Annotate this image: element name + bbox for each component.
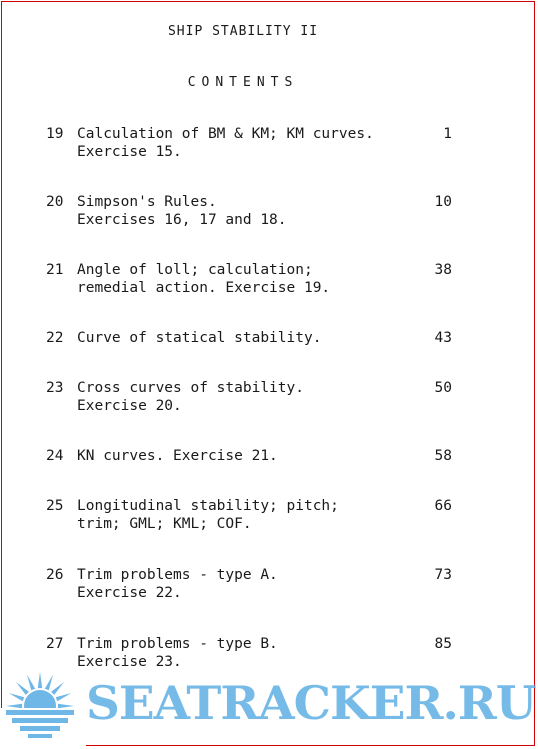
- chapter-number: 22: [46, 330, 64, 346]
- page-number: 66: [434, 498, 452, 514]
- page-number: 1: [443, 126, 452, 142]
- sun-over-sea-icon: [0, 668, 86, 746]
- chapter-number: 24: [46, 448, 64, 464]
- watermark: [0, 668, 538, 746]
- chapter-number: 23: [46, 380, 64, 396]
- chapter-title-line: remedial action. Exercise 19.: [77, 280, 331, 296]
- chapter-title-line: trim; GML; KML; COF.: [77, 516, 252, 532]
- chapter-title-line: Exercises 16, 17 and 18.: [77, 212, 287, 228]
- chapter-number: 26: [46, 567, 64, 583]
- chapter-title-line: Exercise 15.: [77, 144, 182, 160]
- chapter-title-line: Cross curves of stability.: [77, 380, 304, 396]
- contents-heading: CONTENTS: [187, 75, 299, 90]
- chapter-title-line: Exercise 23.: [77, 654, 182, 670]
- chapter-title-line: Exercise 20.: [77, 398, 182, 414]
- chapter-number: 19: [46, 126, 64, 142]
- chapter-number: 20: [46, 194, 64, 210]
- chapter-title-line: Calculation of BM & KM; KM curves.: [77, 126, 374, 142]
- page-number: 38: [434, 262, 452, 278]
- chapter-title-line: Curve of statical stability.: [77, 330, 322, 346]
- chapter-title-line: Simpson's Rules.: [77, 194, 217, 210]
- chapter-title-line: Trim problems - type A.: [77, 567, 278, 583]
- page-number: 10: [434, 194, 452, 210]
- page-number: 85: [434, 636, 452, 652]
- chapter-title-line: Trim problems - type B.: [77, 636, 278, 652]
- chapter-title-line: Angle of loll; calculation;: [77, 262, 313, 278]
- document-title: SHIP STABILITY II: [167, 24, 319, 39]
- chapter-title-line: Longitudinal stability; pitch;: [77, 498, 339, 514]
- chapter-number: 21: [46, 262, 64, 278]
- chapter-title-line: KN curves. Exercise 21.: [77, 448, 278, 464]
- page-number: 43: [434, 330, 452, 346]
- watermark-text: SEATRACKER.RU: [86, 676, 536, 730]
- page-number: 58: [434, 448, 452, 464]
- chapter-title-line: Exercise 22.: [77, 585, 182, 601]
- page-number: 73: [434, 567, 452, 583]
- chapter-number: 27: [46, 636, 64, 652]
- page-number: 50: [434, 380, 452, 396]
- chapter-number: 25: [46, 498, 64, 514]
